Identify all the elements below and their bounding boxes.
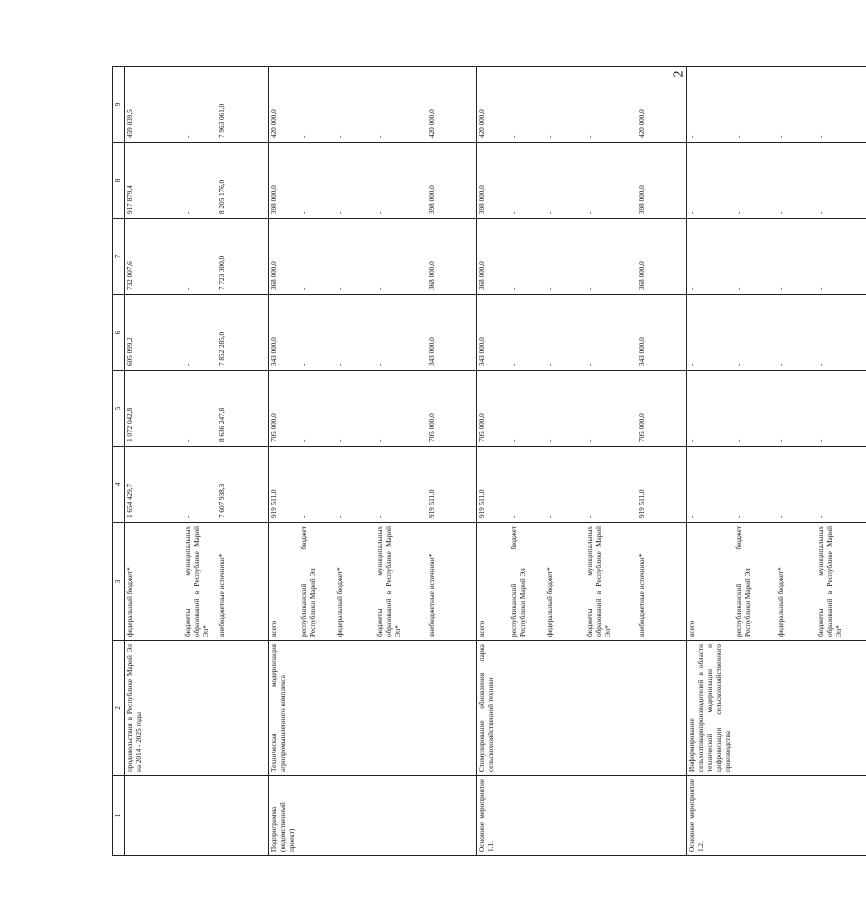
funding-source-cell: республиканский бюджет Республики Марий Эл (299, 523, 335, 641)
program-name-cell (734, 776, 776, 856)
amount-cell: 7 963 061,0 (217, 67, 269, 143)
table-row (477, 67, 509, 856)
program-name-cell (637, 776, 687, 856)
program-name-cell (299, 776, 335, 856)
table-row (427, 67, 477, 856)
amount-cell: - (545, 67, 585, 143)
program-name-cell (776, 776, 816, 856)
amount-cell: - (545, 447, 585, 523)
program-name-cell (217, 776, 269, 856)
program-name-cell (125, 776, 183, 856)
funding-source-cell: бюджеты муниципальных образований в Республике Марий Эл* (375, 523, 427, 641)
amount-cell: - (776, 67, 816, 143)
column-header: 4 (113, 447, 125, 523)
amount-cell: - (299, 447, 335, 523)
funding-source-cell: федеральный бюджет* (545, 523, 585, 641)
amount-cell: - (509, 371, 545, 447)
table-row (545, 67, 585, 856)
amount-cell: - (509, 143, 545, 219)
amount-cell: - (816, 219, 866, 295)
amount-cell: - (734, 447, 776, 523)
table-row (637, 67, 687, 856)
measure-name-cell (585, 641, 637, 776)
measure-name-cell (734, 641, 776, 776)
amount-cell: - (375, 371, 427, 447)
table-row (375, 67, 427, 856)
amount-cell: 398 000,0 (637, 143, 687, 219)
funding-source-cell: бюджеты муниципальных образований в Республике Марий Эл* (816, 523, 866, 641)
measure-name-cell (637, 641, 687, 776)
measure-name-cell: Информирование сельхозтоваропроизводителей в области технической модернизации и цифровизации сельскохозяйственного производства (687, 641, 735, 776)
column-number-row (113, 67, 125, 856)
amount-cell: - (734, 295, 776, 371)
amount-cell: 398 000,0 (477, 143, 509, 219)
amount-cell: - (545, 295, 585, 371)
amount-cell: - (375, 143, 427, 219)
amount-cell: - (734, 371, 776, 447)
table-row (734, 67, 776, 856)
amount-cell: 919 511,0 (637, 447, 687, 523)
amount-cell: 368 000,0 (477, 219, 509, 295)
amount-cell: 705 000,0 (427, 371, 477, 447)
amount-cell: 1 072 042,8 (125, 371, 183, 447)
funding-source-cell: федеральный бюджет* (335, 523, 375, 641)
amount-cell: - (375, 67, 427, 143)
amount-cell: 705 000,0 (637, 371, 687, 447)
amount-cell: 420 000,0 (477, 67, 509, 143)
program-name-cell: Основное мероприятие 1.1. (477, 776, 509, 856)
amount-cell: - (509, 219, 545, 295)
amount-cell: 343 000,0 (637, 295, 687, 371)
amount-cell: - (545, 219, 585, 295)
amount-cell: 919 511,0 (269, 447, 299, 523)
amount-cell: - (335, 67, 375, 143)
amount-cell: - (183, 295, 217, 371)
page-number: 2 (671, 70, 687, 78)
program-name-cell (545, 776, 585, 856)
amount-cell: 919 511,0 (427, 447, 477, 523)
amount-cell: - (816, 447, 866, 523)
amount-cell: - (299, 295, 335, 371)
table-row (687, 67, 735, 856)
amount-cell: 8 205 176,0 (217, 143, 269, 219)
amount-cell: - (509, 67, 545, 143)
funding-source-cell: федеральный бюджет* (125, 523, 183, 641)
measure-name-cell (816, 641, 866, 776)
measure-name-cell (375, 641, 427, 776)
table-row (816, 67, 866, 856)
program-name-cell: Основное мероприятие 1.2. (687, 776, 735, 856)
amount-cell: - (816, 143, 866, 219)
amount-cell: - (299, 219, 335, 295)
amount-cell: 732 007,6 (125, 219, 183, 295)
amount-cell: - (734, 67, 776, 143)
amount-cell: - (776, 219, 816, 295)
program-name-cell (335, 776, 375, 856)
amount-cell: 368 000,0 (427, 219, 477, 295)
amount-cell: 705 000,0 (269, 371, 299, 447)
amount-cell: 605 099,2 (125, 295, 183, 371)
amount-cell: - (687, 67, 735, 143)
amount-cell: - (585, 447, 637, 523)
amount-cell: - (687, 295, 735, 371)
measure-name-cell (509, 641, 545, 776)
amount-cell: - (816, 371, 866, 447)
measure-name-cell (299, 641, 335, 776)
amount-cell: 343 000,0 (477, 295, 509, 371)
amount-cell: - (509, 295, 545, 371)
amount-cell: 420 000,0 (269, 67, 299, 143)
measure-name-cell: продовольствия в Республике Марий Эл на 2014 - 2025 годы (125, 641, 183, 776)
amount-cell: - (375, 295, 427, 371)
column-header: 5 (113, 371, 125, 447)
amount-cell: 398 000,0 (269, 143, 299, 219)
amount-cell: 1 654 429,7 (125, 447, 183, 523)
table-row (217, 67, 269, 856)
funding-source-cell: внебюджетные источники* (427, 523, 477, 641)
amount-cell: 7 723 300,0 (217, 219, 269, 295)
amount-cell: - (585, 371, 637, 447)
amount-cell: - (183, 371, 217, 447)
amount-cell: 705 000,0 (477, 371, 509, 447)
amount-cell: - (687, 143, 735, 219)
amount-cell: - (585, 143, 637, 219)
amount-cell: - (183, 219, 217, 295)
amount-cell: 420 000,0 (427, 67, 477, 143)
amount-cell: - (509, 447, 545, 523)
table-row (183, 67, 217, 856)
program-name-cell (375, 776, 427, 856)
funding-source-cell: внебюджетные источники* (637, 523, 687, 641)
amount-cell: 420 000,0 (637, 67, 687, 143)
table-row (299, 67, 335, 856)
amount-cell: - (183, 143, 217, 219)
amount-cell: 459 039,5 (125, 67, 183, 143)
amount-cell: - (585, 67, 637, 143)
funding-source-cell: бюджеты муниципальных образований в Республике Марий Эл* (585, 523, 637, 641)
amount-cell: 343 000,0 (427, 295, 477, 371)
amount-cell: - (335, 447, 375, 523)
amount-cell: - (375, 447, 427, 523)
amount-cell: - (335, 371, 375, 447)
amount-cell: - (585, 295, 637, 371)
funding-source-cell: республиканский бюджет Республики Марий Эл (734, 523, 776, 641)
program-name-cell (509, 776, 545, 856)
amount-cell: - (335, 295, 375, 371)
funding-source-cell: всего (477, 523, 509, 641)
funding-source-cell: всего (269, 523, 299, 641)
column-header: 8 (113, 143, 125, 219)
program-name-cell (816, 776, 866, 856)
amount-cell: 917 879,4 (125, 143, 183, 219)
amount-cell: 398 000,0 (427, 143, 477, 219)
amount-cell: - (545, 371, 585, 447)
measure-name-cell (183, 641, 217, 776)
amount-cell: 7 852 285,0 (217, 295, 269, 371)
funding-source-cell: федеральный бюджет* (776, 523, 816, 641)
column-header: 1 (113, 776, 125, 856)
amount-cell: - (183, 67, 217, 143)
amount-cell: 368 000,0 (637, 219, 687, 295)
table-row (269, 67, 299, 856)
amount-cell: - (687, 371, 735, 447)
amount-cell: - (776, 447, 816, 523)
amount-cell: - (776, 371, 816, 447)
table-row (776, 67, 816, 856)
funding-source-cell: всего (687, 523, 735, 641)
amount-cell: - (299, 371, 335, 447)
amount-cell: 368 000,0 (269, 219, 299, 295)
amount-cell: - (375, 219, 427, 295)
amount-cell: - (816, 67, 866, 143)
column-header: 6 (113, 295, 125, 371)
column-header: 7 (113, 219, 125, 295)
table-row (509, 67, 545, 856)
table-row (585, 67, 637, 856)
budget-table (112, 66, 866, 856)
amount-cell: - (183, 447, 217, 523)
program-name-cell: Подпрограмма (ведомственный проект) (269, 776, 299, 856)
column-header: 2 (113, 641, 125, 776)
measure-name-cell (776, 641, 816, 776)
measure-name-cell: Стимулирование обновления парка сельскохозяйственной техники (477, 641, 509, 776)
amount-cell: - (299, 143, 335, 219)
table-body (125, 67, 866, 856)
amount-cell: - (335, 143, 375, 219)
amount-cell: - (299, 67, 335, 143)
amount-cell: - (687, 219, 735, 295)
funding-source-cell: республиканский бюджет Республики Марий Эл (509, 523, 545, 641)
amount-cell: - (734, 143, 776, 219)
table-row (335, 67, 375, 856)
amount-cell: - (776, 295, 816, 371)
measure-name-cell (335, 641, 375, 776)
measure-name-cell (545, 641, 585, 776)
program-name-cell (427, 776, 477, 856)
amount-cell: - (776, 143, 816, 219)
measure-name-cell (427, 641, 477, 776)
amount-cell: - (545, 143, 585, 219)
program-name-cell (585, 776, 637, 856)
funding-source-cell: внебюджетные источники* (217, 523, 269, 641)
amount-cell: 8 636 247,8 (217, 371, 269, 447)
funding-source-cell: бюджеты муниципальных образований в Республике Марий Эл* (183, 523, 217, 641)
measure-name-cell: Техническая модернизация агропромышленного комплекса (269, 641, 299, 776)
column-header: 3 (113, 523, 125, 641)
measure-name-cell (217, 641, 269, 776)
program-name-cell (183, 776, 217, 856)
amount-cell: - (335, 219, 375, 295)
amount-cell: 343 000,0 (269, 295, 299, 371)
column-header: 9 (113, 67, 125, 143)
amount-cell: - (687, 447, 735, 523)
amount-cell: - (585, 219, 637, 295)
amount-cell: 919 511,0 (477, 447, 509, 523)
amount-cell: - (734, 219, 776, 295)
amount-cell: 7 607 938,3 (217, 447, 269, 523)
amount-cell: - (816, 295, 866, 371)
table-row (125, 67, 183, 856)
budget-table-container (112, 66, 843, 856)
